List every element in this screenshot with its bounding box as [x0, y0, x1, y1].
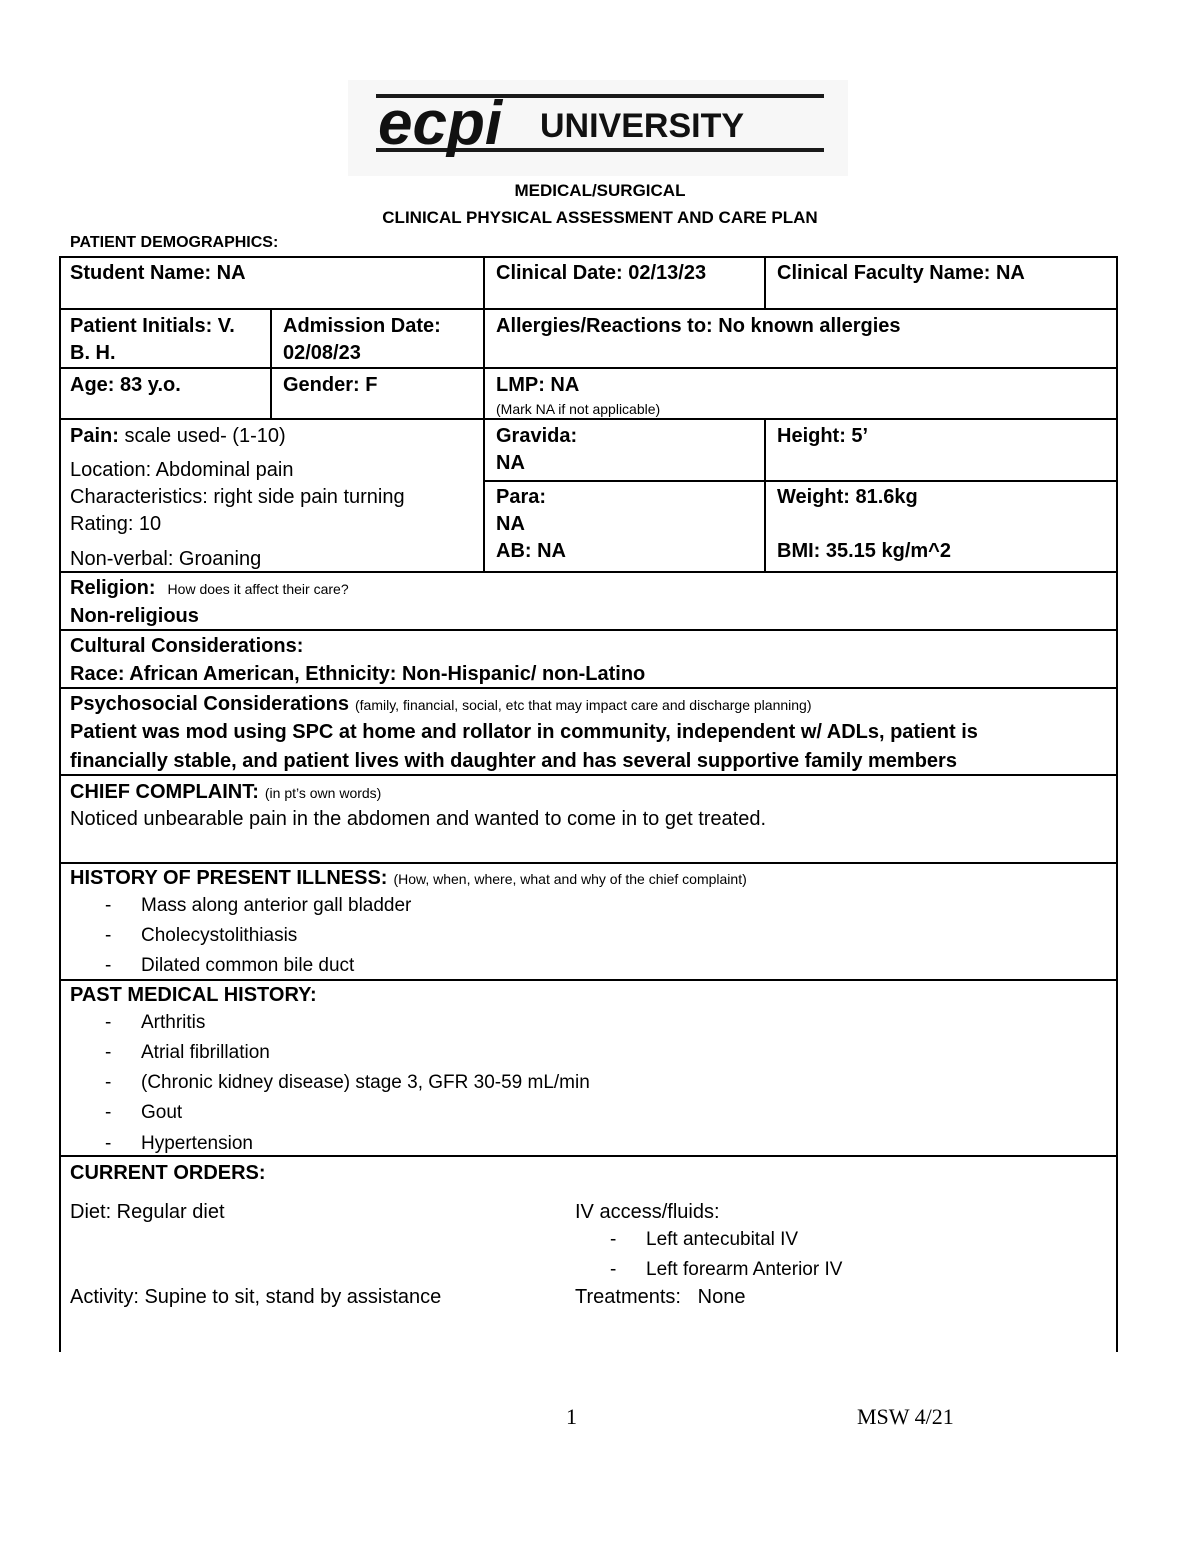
- list-bullet: -: [105, 1102, 112, 1123]
- iv-access-label: IV access/fluids:: [575, 1201, 720, 1223]
- para-value: NA: [496, 513, 525, 535]
- religion-heading: [70, 575, 349, 602]
- column-divider: [764, 418, 766, 572]
- student-name: Student Name: NA: [70, 262, 246, 284]
- title-line-2: CLINICAL PHYSICAL ASSESSMENT AND CARE PLAN: [382, 208, 818, 227]
- list-bullet: -: [105, 1072, 112, 1093]
- psychosocial-line-2: financially stable, and patient lives with daughter and has several supportive family members: [70, 750, 957, 772]
- column-divider: [270, 308, 272, 419]
- ecpi-university-logo: [348, 80, 848, 176]
- para-label: Para:: [496, 486, 547, 508]
- list-item: Dilated common bile duct: [141, 955, 355, 976]
- list-bullet: -: [105, 1012, 112, 1033]
- psychosocial-line-1: Patient was mod using SPC at home and rollator in community, independent w/ ADLs, patient is: [70, 721, 978, 743]
- lmp: LMP: NA: [496, 374, 580, 396]
- psychosocial-heading: [70, 691, 812, 718]
- admission-date-label: Admission Date:: [283, 315, 441, 337]
- pain-characteristics: Characteristics: right side pain turning: [70, 486, 405, 508]
- weight: Weight: 81.6kg: [777, 486, 918, 508]
- psychosocial-hint: (family, financial, social, etc that may impact care and discharge planning): [354, 697, 812, 713]
- logo-brand-text: ecpi: [378, 89, 503, 158]
- list-bullet: -: [610, 1229, 617, 1250]
- pain-location: Location: Abdominal pain: [70, 459, 294, 481]
- lmp-note: (Mark NA if not applicable): [496, 401, 661, 417]
- pain-nonverbal: Non-verbal: Groaning: [70, 548, 262, 570]
- patient-initials-line-1: Patient Initials: V.: [70, 315, 235, 337]
- list-item: Atrial fibrillation: [141, 1042, 270, 1063]
- demographics-label: PATIENT DEMOGRAPHICS:: [70, 234, 279, 251]
- list-bullet: -: [105, 955, 112, 976]
- pmh-label: PAST MEDICAL HISTORY:: [70, 984, 317, 1006]
- clinical-date: Clinical Date: 02/13/23: [496, 262, 707, 284]
- psychosocial-label: Psychosocial Considerations: [70, 693, 349, 715]
- gravida-label: Gravida:: [496, 425, 578, 447]
- height: Height: 5’: [777, 425, 869, 447]
- clinical-faculty-name: Clinical Faculty Name: NA: [777, 262, 1025, 284]
- pain-rating: Rating: 10: [70, 513, 162, 535]
- row-divider: [59, 418, 1118, 420]
- cultural-label: Cultural Considerations:: [70, 635, 304, 657]
- list-item: (Chronic kidney disease) stage 3, GFR 30-59 mL/min: [141, 1072, 590, 1093]
- hpi-heading: [70, 865, 747, 892]
- list-bullet: -: [105, 1133, 112, 1154]
- list-item: Left antecubital IV: [646, 1229, 799, 1250]
- activity-order: Activity: Supine to sit, stand by assistance: [70, 1286, 442, 1308]
- list-bullet: -: [105, 1042, 112, 1063]
- list-bullet: -: [610, 1259, 617, 1280]
- chief-complaint-heading: [70, 779, 381, 806]
- row-divider: [59, 979, 1118, 981]
- hpi-hint: (How, when, where, what and why of the chief complaint): [393, 871, 747, 887]
- diet-order: Diet: Regular diet: [70, 1201, 225, 1223]
- hpi-label: HISTORY OF PRESENT ILLNESS:: [70, 867, 388, 889]
- gender: Gender: F: [283, 374, 378, 396]
- orders-label: CURRENT ORDERS:: [70, 1162, 266, 1184]
- pain-label: Pain:: [70, 425, 119, 447]
- list-bullet: -: [105, 895, 112, 916]
- admission-date-value: 02/08/23: [283, 342, 361, 364]
- pain-scale: [70, 423, 286, 450]
- title-line-1: MEDICAL/SURGICAL: [514, 181, 686, 200]
- religion-hint: How does it affect their care?: [167, 581, 349, 597]
- age: Age: 83 y.o.: [70, 374, 181, 396]
- treatments-order: Treatments: None: [575, 1286, 746, 1308]
- abortions: AB: NA: [496, 540, 566, 562]
- allergies: Allergies/Reactions to: No known allergies: [496, 315, 901, 337]
- list-item: Hypertension: [141, 1133, 253, 1154]
- chief-complaint-value: Noticed unbearable pain in the abdomen and wanted to come in to get treated.: [70, 808, 767, 830]
- list-item: Left forearm Anterior IV: [646, 1259, 843, 1280]
- religion-label: Religion:: [70, 577, 156, 599]
- row-divider: [484, 480, 764, 482]
- row-divider: [765, 480, 1118, 482]
- patient-initials-line-2: B. H.: [70, 342, 116, 364]
- cultural-value: Race: African American, Ethnicity: Non-Hispanic/ non-Latino: [70, 663, 646, 685]
- row-divider: [59, 862, 1118, 864]
- gravida-value: NA: [496, 452, 525, 474]
- pain-scale-value: scale used- (1-10): [118, 425, 286, 447]
- column-divider: [483, 256, 485, 572]
- list-item: Gout: [141, 1102, 183, 1123]
- chief-complaint-label: CHIEF COMPLAINT:: [70, 781, 259, 803]
- row-divider: [59, 308, 1118, 310]
- bmi: BMI: 35.15 kg/m^2: [777, 540, 951, 562]
- logo-word-text: UNIVERSITY: [540, 107, 745, 145]
- list-bullet: -: [105, 925, 112, 946]
- form-code: MSW 4/21: [857, 1404, 954, 1429]
- row-divider: [59, 367, 1118, 369]
- chief-complaint-hint: (in pt’s own words): [264, 785, 382, 801]
- row-divider: [59, 629, 1118, 631]
- column-divider: [764, 256, 766, 310]
- religion-value: Non-religious: [70, 605, 199, 627]
- list-item: Cholecystolithiasis: [141, 925, 298, 946]
- list-item: Arthritis: [141, 1012, 206, 1033]
- list-item: Mass along anterior gall bladder: [141, 895, 412, 916]
- page-number: 1: [566, 1404, 577, 1429]
